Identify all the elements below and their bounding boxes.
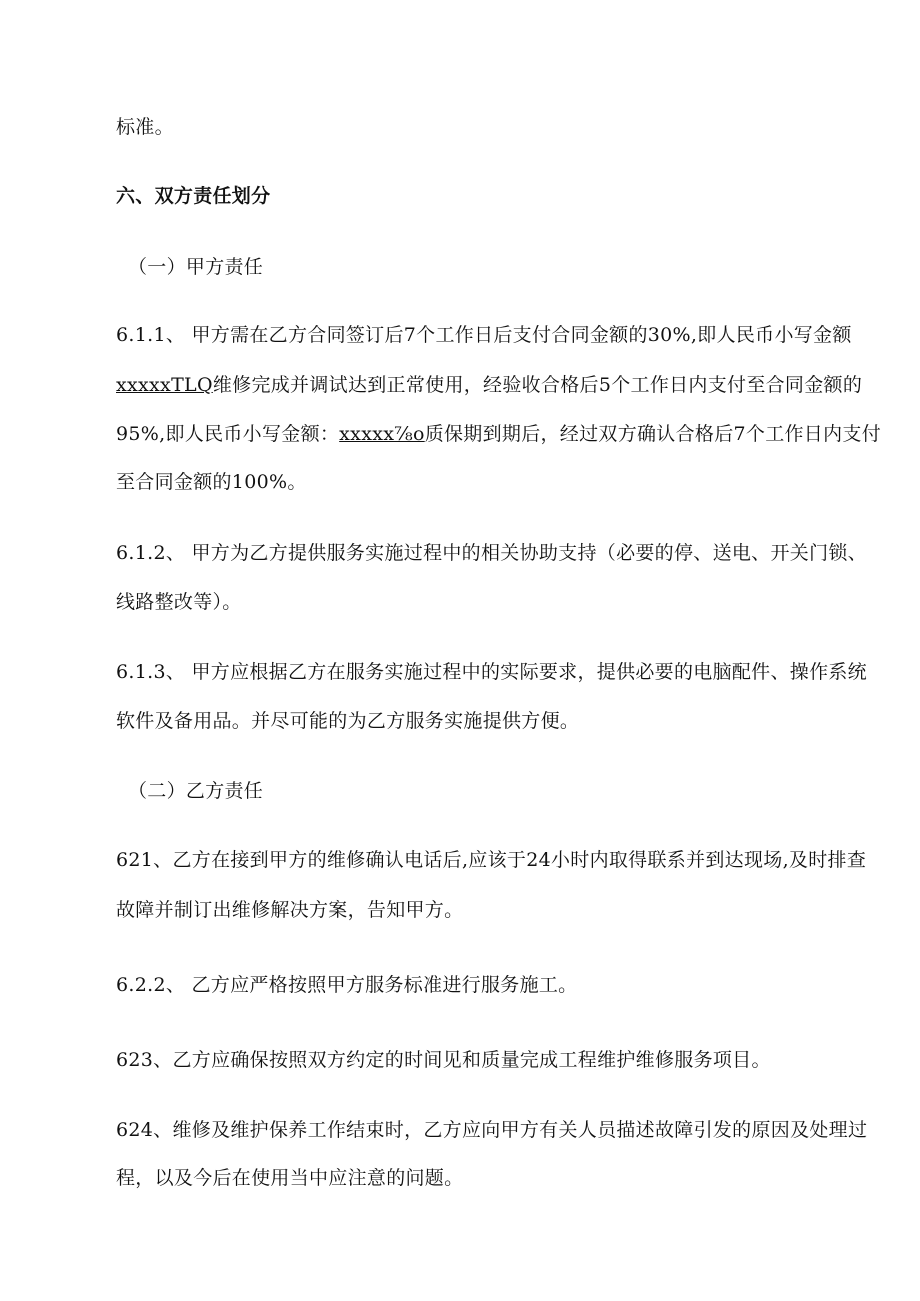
amount-blank: xxxxxTLQ <box>116 374 213 396</box>
clause-line: 6.1.1、 甲方需在乙方合同签订后7个工作日后支付合同金额的30%,即人民币小写金额 <box>116 324 852 346</box>
clause-line <box>116 370 862 397</box>
clause-text: 95%,即人民币小写金额： <box>116 423 340 445</box>
clause-line: 621、乙方在接到甲方的维修确认电话后,应该于24小时内取得联系并到达现场,及时排查 <box>116 849 867 871</box>
clause-text: 质保期到期后，经过双方确认合格后7个工作日内支付 <box>424 423 881 445</box>
party-b-heading: （二）乙方责任 <box>128 780 264 802</box>
section-heading: 六、双方责任划分 <box>116 185 271 207</box>
clause-line: 程，以及今后在使用当中应注意的问题。 <box>116 1167 464 1189</box>
clause-line <box>116 419 881 446</box>
party-a-heading: （一）甲方责任 <box>128 256 264 278</box>
clause-line: 6.1.3、 甲方应根据乙方在服务实施过程中的实际要求，提供必要的电脑配件、操作系统 <box>116 661 867 683</box>
clause-line: 6.1.2、 甲方为乙方提供服务实施过程中的相关协助支持（必要的停、送电、开关门锁、 <box>116 542 867 564</box>
clause-line: 线路整改等）。 <box>116 591 242 613</box>
clause-line: 623、乙方应确保按照双方约定的时间见和质量完成工程维护维修服务项目。 <box>116 1049 771 1071</box>
clause-line: 软件及备用品。并尽可能的为乙方服务实施提供方便。 <box>116 710 580 732</box>
clause-text: 维修完成并调试达到正常使用，经验收合格后5个工作日内支付至合同金额的 <box>212 374 863 396</box>
continued-text: 标准。 <box>116 116 174 138</box>
clause-line: 故障并制订出维修解决方案，告知甲方。 <box>116 899 464 921</box>
clause-line: 6.2.2、 乙方应严格按照甲方服务标准进行服务施工。 <box>116 974 578 996</box>
clause-line: 至合同金额的100%。 <box>116 471 307 493</box>
clause-line: 624、维修及维护保养工作结束时，乙方应向甲方有关人员描述故障引发的原因及处理过 <box>116 1119 868 1141</box>
amount-blank: xxxxx⅞o <box>339 423 425 445</box>
